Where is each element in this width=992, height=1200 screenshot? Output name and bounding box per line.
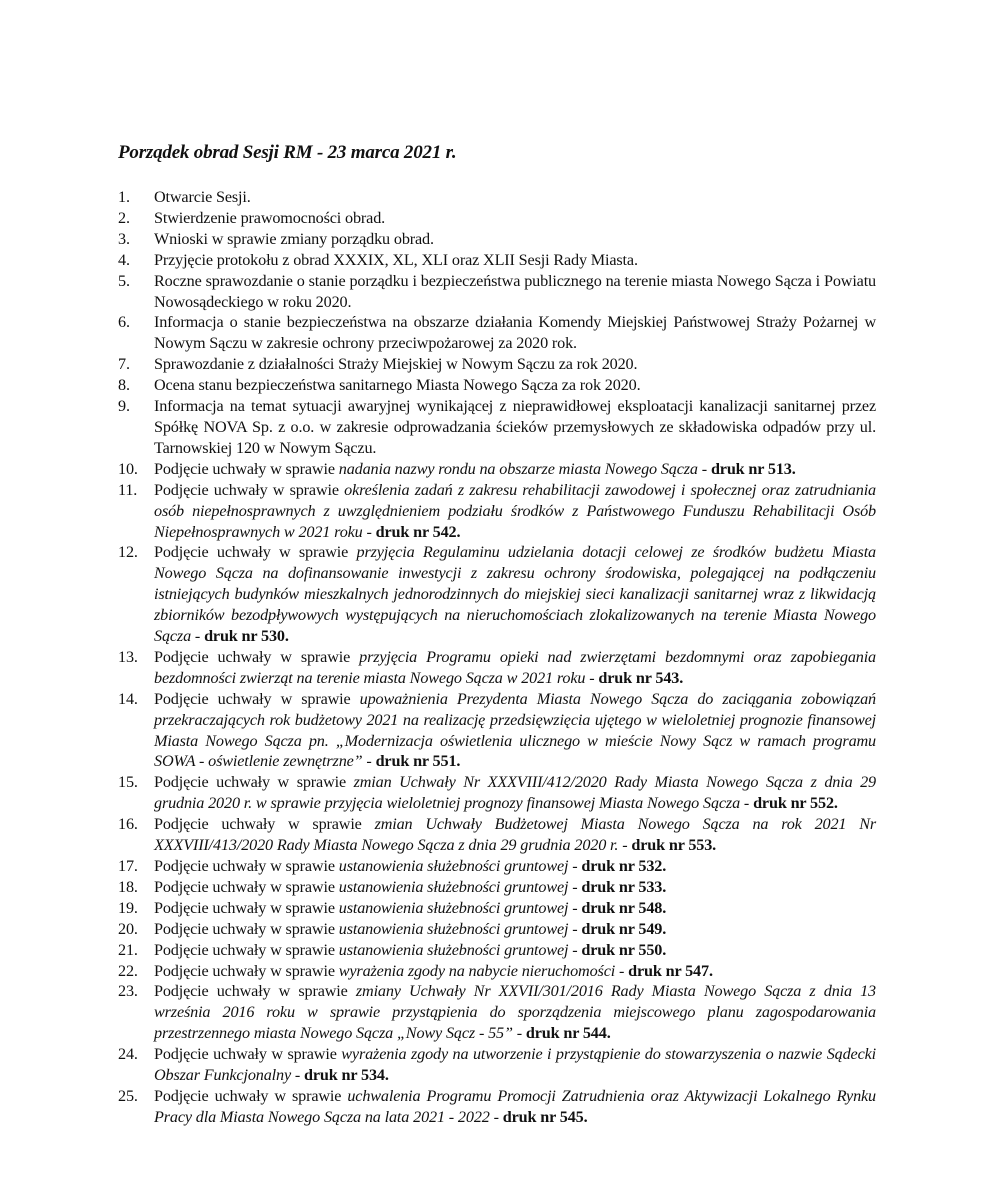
item-subject: zmiany Uchwały Nr XXVII/301/2016 Rady Miasta Nowego Sącza z dnia 13 września 2016 roku w sprawie przystąpienia do sporządzenia miejscowego planu zagospodarowania przestrzennego miasta Nowego Sącza „Nowy Sącz - 55”	[154, 982, 876, 1043]
item-subject: wyrażenia zgody na utworzenie i przystąpienie do stowarzyszenia o nazwie Sądecki Obszar Funkcjonalny	[154, 1045, 876, 1085]
item-text: Informacja na temat sytuacji awaryjnej wynikającej z nieprawidłowej eksploatacji kanalizacji sanitarnej przez Spółkę NOVA Sp. z o.o. w zakresie odprowadzania ścieków przemysłowych ze składowiska odpadów przy ul. Tarnowskiej 120 w Nowym Sączu.	[154, 397, 876, 457]
agenda-item	[118, 229, 876, 250]
item-print-number: druk nr 530.	[204, 627, 289, 646]
item-subject: nadania nazwy rondu na obszarze miasta Nowego Sącza	[338, 459, 698, 478]
item-print-number: druk nr 551.	[375, 752, 461, 771]
item-number: 20.	[118, 919, 138, 938]
item-text: Podjęcie uchwały w sprawie	[154, 1045, 342, 1064]
item-print-number: druk nr 549.	[581, 919, 667, 938]
item-number: 19.	[118, 898, 138, 917]
item-subject: przyjęcia Regulaminu udzielania dotacji celowej ze środków budżetu Miasta Nowego Sącza na dofinansowanie inwestycji z zakresu ochrony środowiska, polegającej na podłączeniu istniejących budynków mieszkalnych jednorodzinnych do miejskiej sieci kanalizacji sanitarnej wraz z likwidacją zbiorników bezodpływowych występujących na nieruchomościach zlokalizowanych na terenie Miasta Nowego Sącza	[154, 543, 876, 646]
agenda-item	[118, 647, 876, 689]
item-number: 8.	[118, 376, 130, 395]
item-subject: przyjęcia Programu opieki nad zwierzętami bezdomnymi oraz zapobiegania bezdomności zwierząt na terenie miasta Nowego Sącza w 2021 roku	[154, 647, 876, 687]
agenda-list	[118, 187, 876, 1128]
item-separator: -	[615, 961, 629, 980]
item-text: Wnioski w sprawie zmiany porządku obrad.	[154, 229, 434, 248]
item-separator: -	[362, 522, 376, 541]
item-subject: określenia zadań z zakresu rehabilitacji zawodowej i społecznej oraz zatrudniania osób niepełnosprawnych z uwzględnieniem podziału środków z Państwowego Funduszu Rehabilitacji Osób Niepełnosprawnych w 2021 roku	[154, 480, 876, 541]
item-subject: upoważnienia Prezydenta Miasta Nowego Sącza do zaciągania zobowiązań przekraczających rok budżetowy 2021 na realizację przedsięwzięcia ujętego w wieloletniej prognozie finansowej Miasta Nowego Sącza pn. „Modernizacja oświetlenia ulicznego w mieście Nowy Sącz w ramach programu SOWA - oświetlenie zewnętrzne”	[154, 689, 876, 771]
item-separator: -	[568, 898, 582, 917]
item-number: 12.	[118, 543, 138, 562]
item-number: 23.	[118, 982, 138, 1001]
agenda-item	[118, 312, 876, 354]
item-number: 11.	[118, 480, 138, 499]
item-number: 21.	[118, 940, 138, 959]
item-number: 6.	[118, 313, 130, 332]
agenda-item	[118, 898, 876, 919]
item-separator: -	[568, 940, 582, 959]
item-number: 13.	[118, 647, 138, 666]
agenda-item	[118, 919, 876, 940]
item-subject: ustanowienia służebności gruntowej	[338, 919, 569, 938]
item-print-number: druk nr 534.	[304, 1066, 389, 1085]
item-subject: ustanowienia służebności gruntowej	[338, 877, 569, 896]
item-number: 1.	[118, 188, 130, 206]
item-separator: -	[362, 752, 376, 771]
item-print-number: druk nr 550.	[581, 940, 667, 959]
item-number: 7.	[118, 355, 130, 374]
item-separator: -	[290, 1066, 305, 1085]
item-number: 24.	[118, 1045, 138, 1064]
item-separator: -	[512, 1024, 526, 1043]
item-subject: zmian Uchwały Budżetowej Miasta Nowego Sącza na rok 2021 Nr XXXVIII/413/2020 Rady Miasta Nowego Sącza z dnia 29 grudnia 2020 r.	[154, 815, 876, 855]
agenda-item	[118, 187, 876, 208]
item-text: Podjęcie uchwały w sprawie	[154, 940, 339, 959]
item-number: 14.	[118, 689, 138, 708]
item-text: Sprawozdanie z działalności Straży Miejskiej w Nowym Sączu za rok 2020.	[154, 355, 638, 374]
item-print-number: druk nr 553.	[631, 836, 717, 855]
agenda-item	[118, 354, 876, 375]
item-number: 2.	[118, 208, 130, 227]
agenda-item	[118, 375, 876, 396]
item-number: 4.	[118, 250, 130, 269]
item-print-number: druk nr 545.	[502, 1107, 588, 1126]
item-text: Podjęcie uchwały w sprawie	[154, 689, 360, 708]
item-separator: -	[568, 857, 582, 875]
item-subject: wyrażenia zgody na nabycie nieruchomości	[338, 961, 616, 980]
item-text: Podjęcie uchwały w sprawie	[154, 961, 339, 980]
item-separator: -	[585, 668, 599, 687]
agenda-item	[118, 772, 876, 814]
item-text: Podjęcie uchwały w sprawie	[154, 857, 339, 875]
item-subject: zmian Uchwały Nr XXXVIII/412/2020 Rady Miasta Nowego Sącza z dnia 29 grudnia 2020 r. w sprawie przyjęcia wieloletniej prognozy finansowej Miasta Nowego Sącza	[154, 773, 877, 813]
item-print-number: druk nr 552.	[753, 794, 838, 813]
item-print-number: druk nr 513.	[710, 459, 796, 478]
item-text: Podjęcie uchwały w sprawie	[154, 647, 360, 666]
agenda-item	[118, 981, 876, 1044]
item-text: Podjęcie uchwały w sprawie	[154, 815, 375, 834]
item-text: Podjęcie uchwały w sprawie	[154, 982, 356, 1001]
item-number: 18.	[118, 877, 138, 896]
item-text: Przyjęcie protokołu z obrad XXXIX, XL, XLI oraz XLII Sesji Rady Miasta.	[154, 250, 638, 269]
agenda-item	[118, 814, 876, 856]
item-text: Podjęcie uchwały w sprawie	[154, 898, 339, 917]
item-text: Podjęcie uchwały w sprawie	[154, 1086, 348, 1105]
agenda-item	[118, 1044, 876, 1086]
item-number: 9.	[118, 397, 130, 416]
item-number: 5.	[118, 271, 130, 290]
item-separator: -	[191, 627, 205, 646]
item-text: Roczne sprawozdanie o stanie porządku i bezpieczeństwa publicznego na terenie miasta Nowego Sącza i Powiatu Nowosądeckiego w roku 2020.	[154, 271, 876, 311]
item-print-number: druk nr 544.	[525, 1024, 611, 1043]
agenda-item	[118, 542, 876, 647]
item-print-number: druk nr 542.	[375, 522, 461, 541]
item-separator: -	[618, 836, 632, 855]
agenda-item	[118, 396, 876, 459]
item-text: Podjęcie uchwały w sprawie	[154, 480, 345, 499]
item-number: 10.	[118, 459, 138, 478]
item-text: Ocena stanu bezpieczeństwa sanitarnego Miasta Nowego Sącza za rok 2020.	[154, 376, 641, 395]
item-text: Podjęcie uchwały w sprawie	[154, 919, 339, 938]
agenda-item	[118, 208, 876, 229]
agenda-item	[118, 271, 876, 313]
agenda-item	[118, 689, 876, 773]
item-text: Podjęcie uchwały w sprawie	[154, 877, 339, 896]
item-text: Podjęcie uchwały w sprawie	[154, 543, 357, 562]
item-text: Podjęcie uchwały w sprawie	[154, 773, 354, 792]
item-separator: -	[740, 794, 754, 813]
agenda-item	[118, 961, 876, 982]
item-separator: -	[568, 919, 582, 938]
item-print-number: druk nr 533.	[581, 877, 667, 896]
item-subject: ustanowienia służebności gruntowej	[338, 940, 569, 959]
agenda-item	[118, 250, 876, 271]
item-number: 17.	[118, 857, 138, 875]
item-separator: -	[568, 877, 582, 896]
item-subject: ustanowienia służebności gruntowej	[338, 898, 569, 917]
agenda-item	[118, 480, 876, 543]
agenda-item	[118, 459, 876, 480]
item-number: 15.	[118, 773, 138, 792]
item-text: Otwarcie Sesji.	[154, 188, 251, 206]
item-subject: uchwalenia Programu Promocji Zatrudnienia oraz Aktywizacji Lokalnego Rynku Pracy dla Miasta Nowego Sącza na lata 2021 - 2022	[154, 1086, 876, 1126]
agenda-item	[118, 877, 876, 898]
item-print-number: druk nr 547.	[628, 961, 713, 980]
item-number: 22.	[118, 961, 138, 980]
item-subject: ustanowienia służebności gruntowej	[338, 857, 569, 875]
item-number: 25.	[118, 1086, 138, 1105]
item-print-number: druk nr 543.	[598, 668, 684, 687]
item-print-number: druk nr 532.	[581, 857, 667, 875]
item-number: 3.	[118, 229, 130, 248]
agenda-item	[118, 856, 876, 877]
item-text: Stwierdzenie prawomocności obrad.	[154, 208, 386, 227]
item-text: Informacja o stanie bezpieczeństwa na obszarze działania Komendy Miejskiej Państwowej Straży Pożarnej w Nowym Sączu w zakresie ochrony przeciwpożarowej za 2020 rok.	[154, 313, 876, 353]
item-number: 16.	[118, 815, 138, 834]
item-separator: -	[489, 1107, 503, 1126]
agenda-item	[118, 1086, 876, 1128]
item-print-number: druk nr 548.	[581, 898, 667, 917]
item-separator: -	[697, 459, 711, 478]
item-text: Podjęcie uchwały w sprawie	[154, 459, 339, 478]
document-title: Porządek obrad Sesji RM - 23 marca 2021 r.	[118, 142, 457, 163]
agenda-item	[118, 940, 876, 961]
